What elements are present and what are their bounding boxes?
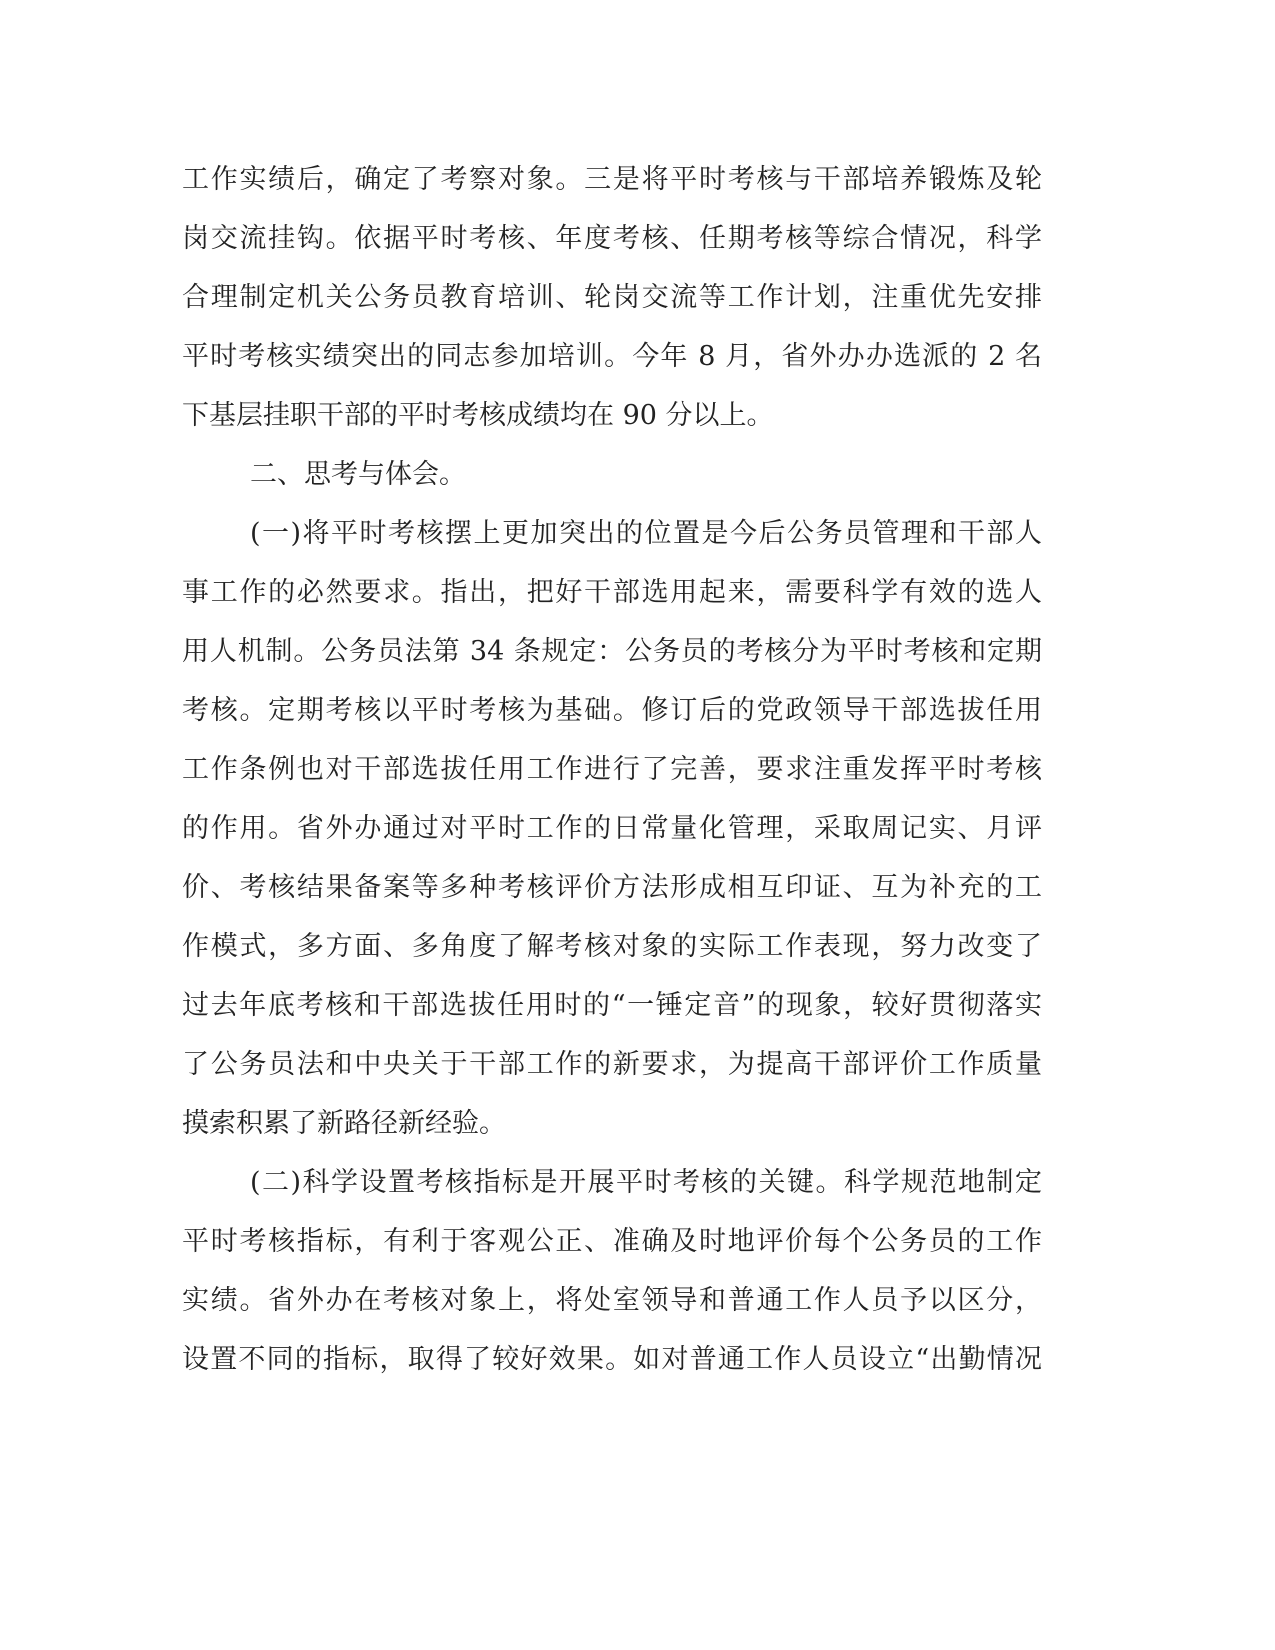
paragraph-2-line-9: 过去年底考核和干部选拔任用时的“一锤定音”的现象，较好贯彻落实 [182, 990, 1042, 1021]
paragraph-2-line-3: 用人机制。公务员法第 34 条规定：公务员的考核分为平时考核和定期 [182, 636, 1042, 667]
paragraph-2-line-2: 事工作的必然要求。指出，把好干部选用起来，需要科学有效的选人 [182, 577, 1042, 608]
paragraph-2-line-8: 作模式，多方面、多角度了解考核对象的实际工作表现，努力改变了 [182, 931, 1042, 962]
section-heading: 二、思考与体会。 [250, 459, 466, 490]
paragraph-2-line-7: 价、考核结果备案等多种考核评价方法形成相互印证、互为补充的工 [182, 872, 1042, 903]
paragraph-1-line-1: 工作实绩后，确定了考察对象。三是将平时考核与干部培养锻炼及轮 [182, 164, 1042, 195]
paragraph-3-line-4: 设置不同的指标，取得了较好效果。如对普通工作人员设立“出勤情况 [182, 1344, 1042, 1375]
paragraph-2-line-11: 摸索积累了新路径新经验。 [182, 1108, 506, 1139]
paragraph-1-line-3: 合理制定机关公务员教育培训、轮岗交流等工作计划，注重优先安排 [182, 282, 1042, 313]
paragraph-1-line-2: 岗交流挂钩。依据平时考核、年度考核、任期考核等综合情况，科学 [182, 223, 1042, 254]
paragraph-1-line-5: 下基层挂职干部的平时考核成绩均在 90 分以上。 [182, 400, 774, 431]
paragraph-3-line-2: 平时考核指标，有利于客观公正、准确及时地评价每个公务员的工作 [182, 1226, 1042, 1257]
paragraph-2-line-4: 考核。定期考核以平时考核为基础。修订后的党政领导干部选拔任用 [182, 695, 1042, 726]
paragraph-2-line-1: (一)将平时考核摆上更加突出的位置是今后公务员管理和干部人 [250, 518, 1042, 549]
paragraph-2-line-10: 了公务员法和中央关于干部工作的新要求，为提高干部评价工作质量 [182, 1049, 1042, 1080]
paragraph-1-line-4: 平时考核实绩突出的同志参加培训。今年 8 月，省外办办选派的 2 名 [182, 341, 1042, 372]
paragraph-3-line-3: 实绩。省外办在考核对象上，将处室领导和普通工作人员予以区分， [182, 1285, 1042, 1316]
paragraph-2-line-5: 工作条例也对干部选拔任用工作进行了完善，要求注重发挥平时考核 [182, 754, 1042, 785]
paragraph-2-line-6: 的作用。省外办通过对平时工作的日常量化管理，采取周记实、月评 [182, 813, 1042, 844]
paragraph-3-line-1: (二)科学设置考核指标是开展平时考核的关键。科学规范地制定 [250, 1167, 1042, 1198]
